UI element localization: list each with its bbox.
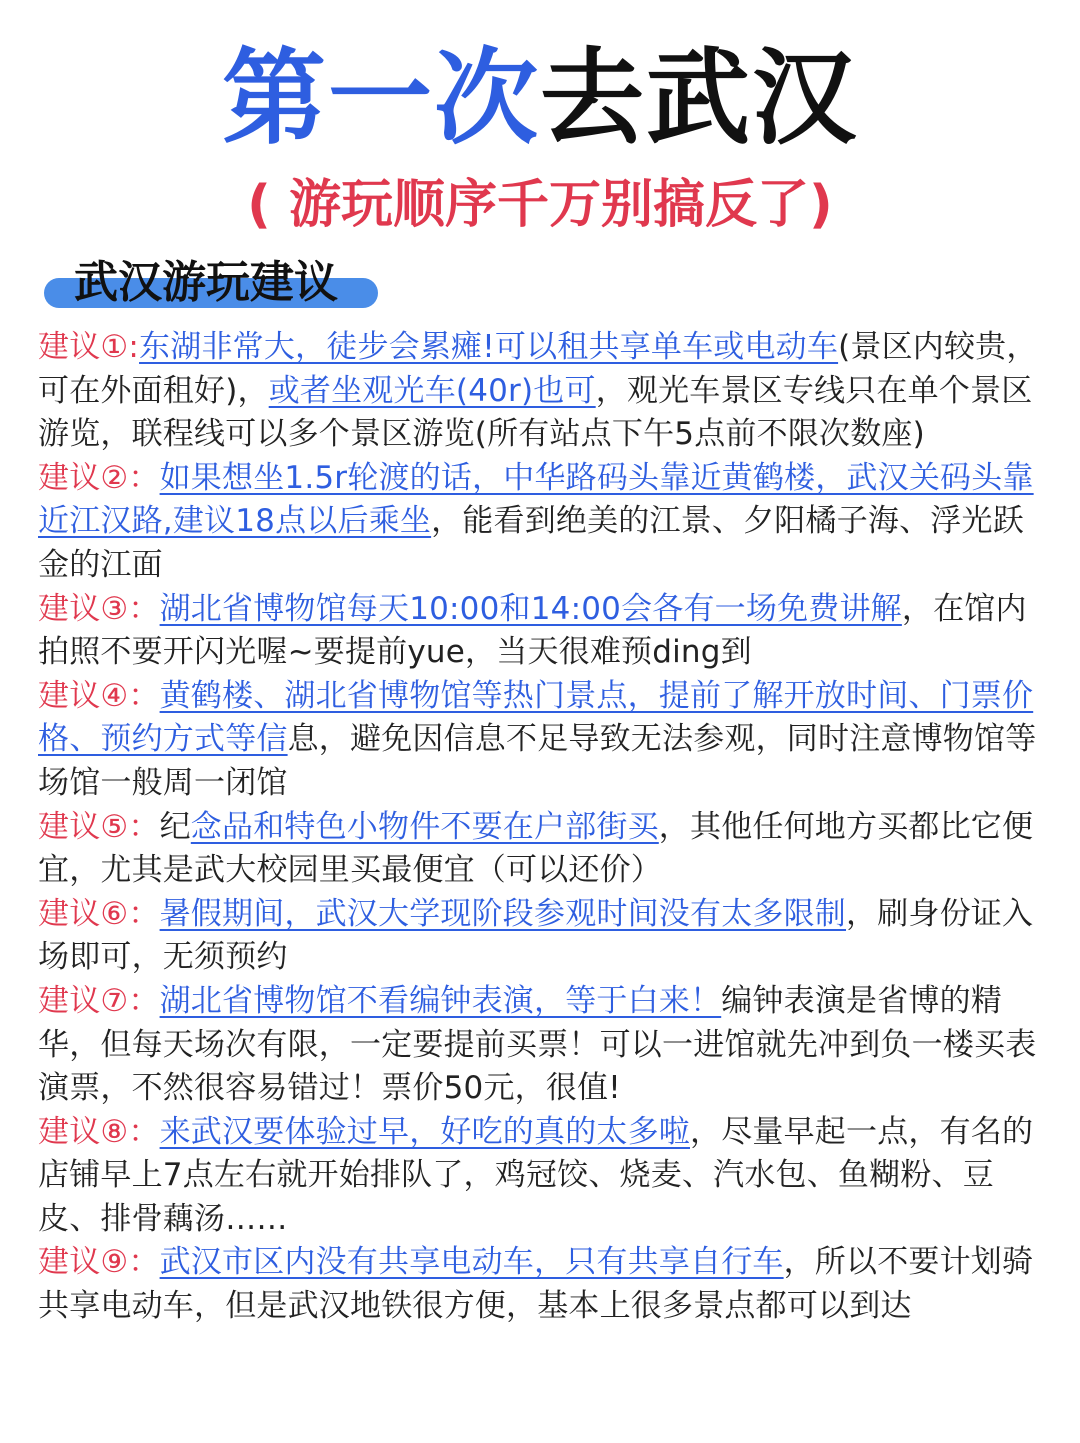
tip-text: ，其他任何地方买都比它便宜，尤其是武大校园里买最便宜（可以还价） — [38, 808, 1034, 889]
tip-item — [38, 326, 1048, 457]
tip-highlight-text: 武汉市区内没有共享电动车，只有共享自行车 — [159, 1244, 784, 1281]
tip-label: 建议⑨： — [38, 1244, 160, 1281]
tip-highlight-text: 东湖非常大，徒步会累瘫!可以租共享单车或电动车 — [139, 329, 839, 365]
section-header — [44, 252, 384, 316]
tip-text: ，观光车景区专线只在单个景区游览，联程线可以多个景区游览(所有站点下午5点前不限次数座) — [38, 372, 1033, 453]
tip-label: 建议①: — [38, 329, 140, 365]
tip-highlight-text: 暑假期间，武汉大学现阶段参观时间没有太多限制 — [159, 895, 846, 932]
tip-highlight-text: 来武汉要体验过早，好吃的真的太多啦 — [159, 1113, 690, 1150]
tip-text: ，所以不要计划骑共享电动车，但是武汉地铁很方便，基本上很多景点都可以到达 — [38, 1244, 1034, 1325]
tip-item — [38, 588, 1048, 675]
tip-label: 建议⑥： — [38, 895, 160, 932]
tip-text: 编钟表演是省博的精华，但每天场次有限，一定要提前买票！可以一进馆就先冲到负一楼买表演票，不然很容易错过！票价50元，很值! — [38, 982, 1037, 1107]
tip-item — [38, 457, 1048, 588]
section-title: 武汉游玩建议 — [74, 257, 338, 308]
tip-label: 建议⑧： — [38, 1113, 160, 1150]
tip-label: 建议③： — [38, 590, 160, 627]
tip-highlight-text: 或者坐观光车(40r)也可 — [268, 372, 596, 409]
page-title — [0, 38, 1080, 158]
tip-item — [38, 806, 1048, 893]
tip-text: (景区内较贵，可在外面租好)， — [38, 329, 1038, 409]
tip-item — [38, 1111, 1048, 1242]
page-subtitle: ( 游玩顺序千万别搞反了) — [247, 175, 833, 235]
tip-text: ，能看到绝美的江景、夕阳橘子海、浮光跃金的江面 — [38, 503, 1024, 583]
tip-text: ，刷身份证入场即可，无须预约 — [38, 895, 1034, 976]
tip-label: 建议⑦： — [38, 982, 160, 1019]
tip-label: 建议④： — [38, 677, 160, 714]
tip-highlight-text: 念品和特色小物件不要在户部街买 — [190, 808, 659, 845]
tip-highlight-text: 如果想坐1.5r轮渡的话，中华路码头靠近黄鹤楼，武汉关码头靠近江汉路,建议18点以后乘坐 — [38, 459, 1034, 540]
page-title-part1: 第一次 — [221, 37, 540, 159]
page-title-part2: 去武汉 — [540, 37, 859, 159]
tip-item — [38, 675, 1048, 806]
tip-text: 纪 — [159, 808, 191, 845]
tip-item — [38, 893, 1048, 980]
tip-item — [38, 980, 1048, 1111]
tip-highlight-text: 湖北省博物馆每天10:00和14:00会各有一场免费讲解 — [159, 590, 902, 627]
tip-text: 息，避免因信息不足导致无法参观，同时注意博物馆等场馆一般周一闭馆 — [38, 721, 1037, 801]
tip-label: 建议②： — [38, 459, 160, 496]
tip-highlight-text: 黄鹤楼、湖北省博物馆等热门景点，提前了解开放时间、门票价格、预约方式等信 — [38, 677, 1034, 758]
tip-item — [38, 1241, 1048, 1328]
tips-list — [38, 326, 1048, 1329]
tip-text: ，在馆内拍照不要开闪光喔~要提前yue，当天很难预ding到 — [38, 590, 1027, 671]
tip-highlight-text: 湖北省博物馆不看编钟表演，等于白来！ — [159, 982, 722, 1019]
tip-label: 建议⑤： — [38, 808, 160, 845]
tip-text: ，尽量早起一点，有名的店铺早上7点左右就开始排队了，鸡冠饺、烧麦、汽水包、鱼糊粉、豆皮、排骨藕汤…… — [38, 1113, 1034, 1237]
